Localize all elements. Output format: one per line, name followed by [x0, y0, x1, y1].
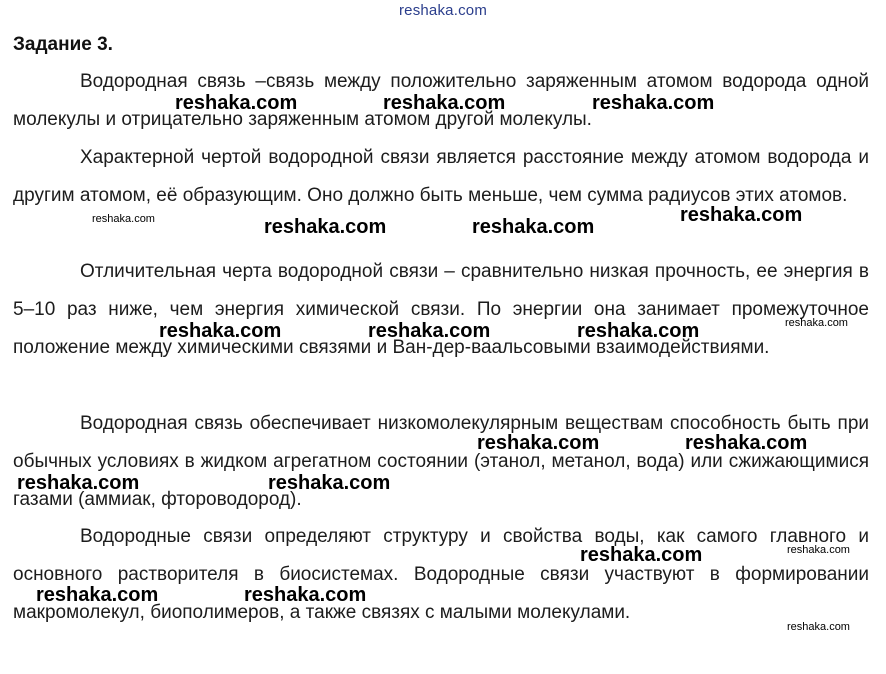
paragraph-1: Водородная связь –связь между положительно заряженным атомом водорода одной молекулы и отрицательно заряженным атомом другой молекулы.: [13, 71, 869, 130]
watermark-small: reshaka.com: [785, 317, 848, 329]
watermark: reshaka.com: [472, 216, 595, 238]
watermark: reshaka.com: [477, 432, 600, 454]
paragraph-5: Водородные связи определяют структуру и свойства воды, как самого главного и основного растворителя в биосистемах. Водородные связи участвуют в формировании макромолекул, биополимеров, а также связях с малыми молекулами.: [13, 526, 869, 623]
watermark: reshaka.com: [685, 432, 808, 454]
watermark: reshaka.com: [577, 320, 700, 342]
paragraph-4: Водородная связь обеспечивает низкомолекулярным веществам способность быть при обычных условиях в жидком агрегатном состоянии (этанол, метанол, вода) или сжижающимися газами (аммиак, фтороводород).: [13, 413, 869, 510]
watermark-small: reshaka.com: [92, 213, 155, 225]
watermark: reshaka.com: [368, 320, 491, 342]
watermark: reshaka.com: [36, 584, 159, 606]
watermark: reshaka.com: [17, 472, 140, 494]
watermark: reshaka.com: [159, 320, 282, 342]
watermark: reshaka.com: [244, 584, 367, 606]
watermark-small: reshaka.com: [787, 544, 850, 556]
paragraph-3: Отличительная черта водородной связи – сравнительно низкая прочность, ее энергия в 5–10 раз ниже, чем энергия химической связи. По энергии она занимает промежуточное положение между химическими связями и Ван-дер-ваальсовыми взаимодействиями.: [13, 261, 869, 358]
watermark-small: reshaka.com: [787, 621, 850, 633]
watermark: reshaka.com: [680, 204, 803, 226]
watermark: reshaka.com: [175, 92, 298, 114]
watermark: reshaka.com: [264, 216, 387, 238]
watermark: reshaka.com: [592, 92, 715, 114]
watermark: reshaka.com: [580, 544, 703, 566]
site-header-watermark: reshaka.com: [398, 2, 488, 19]
task-title: Задание 3.: [13, 34, 113, 55]
watermark: reshaka.com: [268, 472, 391, 494]
watermark: reshaka.com: [383, 92, 506, 114]
paragraph-2: Характерной чертой водородной связи является расстояние между атомом водорода и другим атомом, её образующим. Оно должно быть меньше, чем сумма радиусов этих атомов.: [13, 147, 869, 206]
